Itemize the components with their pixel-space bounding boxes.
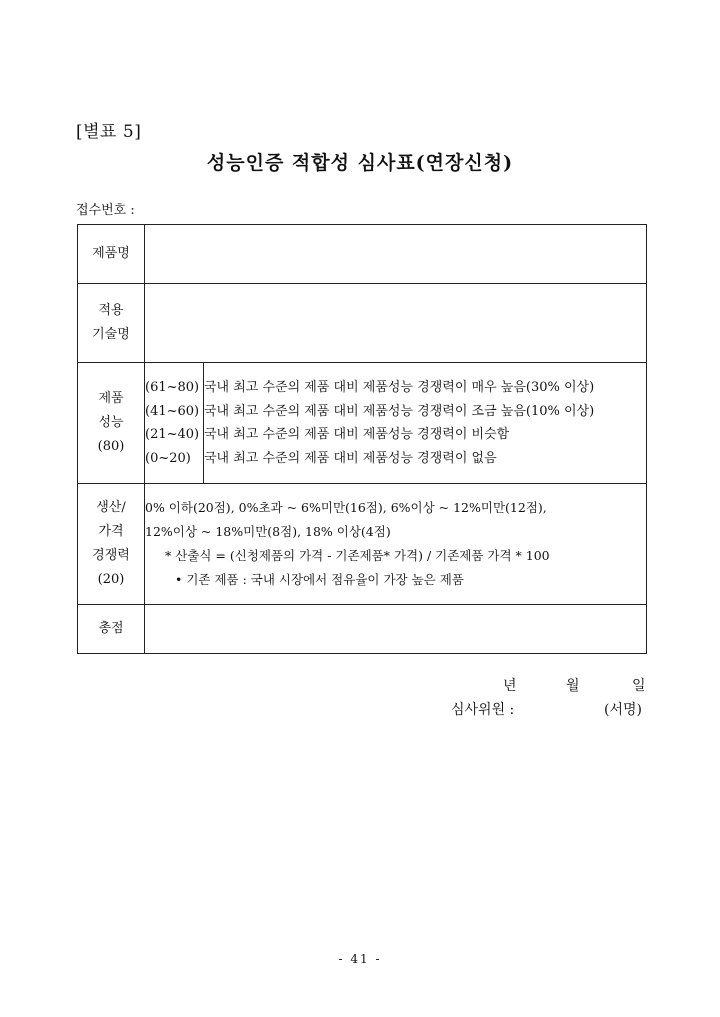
signature-mark: (서명) bbox=[604, 702, 642, 718]
date-year: 년 bbox=[503, 678, 517, 694]
performance-ranges bbox=[145, 363, 204, 484]
page-number: - 41 - bbox=[338, 952, 382, 966]
product-name-row bbox=[78, 225, 647, 284]
total-field[interactable] bbox=[145, 605, 647, 654]
price-note: • 기존 제품 : 국내 시장에서 점유율이 가장 높은 제품 bbox=[175, 572, 464, 587]
price-label-line: 생산/ bbox=[96, 500, 126, 515]
performance-desc: 국내 최고 수준의 제품 대비 제품성능 경쟁력이 조금 높음(10% 이상) bbox=[204, 403, 595, 419]
price-label bbox=[78, 484, 145, 605]
tech-name-label bbox=[78, 284, 145, 363]
product-name-label: 제품명 bbox=[78, 225, 145, 284]
product-name-field[interactable] bbox=[145, 225, 647, 284]
performance-desc: 국내 최고 수준의 제품 대비 제품성능 경쟁력이 매우 높음(30% 이상) bbox=[204, 380, 595, 395]
performance-label bbox=[78, 363, 145, 484]
reviewer-label: 심사위원 : bbox=[451, 702, 515, 718]
price-criteria-line: 12%이상 ~ 18%미만(8점), 18% 이상(4점) bbox=[145, 524, 391, 539]
total-row bbox=[78, 605, 647, 654]
total-label: 총점 bbox=[78, 605, 145, 654]
performance-range: (61~80) bbox=[145, 380, 200, 395]
review-table bbox=[77, 224, 647, 654]
tech-name-label-line: 기술명 bbox=[92, 327, 130, 342]
price-label-line: 가격 bbox=[98, 524, 124, 539]
price-label-line: (20) bbox=[97, 572, 125, 587]
tech-name-field[interactable] bbox=[145, 284, 647, 363]
date-month: 월 bbox=[566, 678, 580, 694]
tech-name-row bbox=[78, 284, 647, 363]
annex-label: [별표 5] bbox=[76, 122, 142, 142]
performance-descriptions bbox=[204, 363, 647, 484]
performance-label-line: (80) bbox=[97, 439, 125, 454]
price-row bbox=[78, 484, 647, 605]
price-criteria-line: 0% 이하(20점), 0%초과 ~ 6%미만(16점), 6%이상 ~ 12%미만(12점), bbox=[145, 500, 547, 515]
performance-label-line: 성능 bbox=[98, 415, 124, 430]
tech-name-label-line: 적용 bbox=[98, 303, 124, 318]
price-formula: * 산출식 = (신청제품의 가격 - 기존제품* 가격) / 기존제품 가격 * 100 bbox=[165, 548, 550, 563]
performance-range: (41~60) bbox=[145, 403, 200, 419]
document-title: 성능인증 적합성 심사표(연장신청) bbox=[206, 152, 514, 174]
performance-range: (0~20) bbox=[145, 450, 191, 466]
price-criteria bbox=[145, 484, 647, 605]
date-day: 일 bbox=[632, 678, 646, 694]
performance-desc: 국내 최고 수준의 제품 대비 제품성능 경쟁력이 비슷함 bbox=[204, 427, 510, 442]
price-label-line: 경쟁력 bbox=[92, 548, 130, 563]
receipt-number-label: 접수번호 : bbox=[76, 203, 135, 218]
performance-range: (21~40) bbox=[145, 427, 200, 442]
performance-label-line: 제품 bbox=[98, 391, 124, 406]
performance-desc: 국내 최고 수준의 제품 대비 제품성능 경쟁력이 없음 bbox=[204, 450, 497, 466]
performance-row bbox=[78, 363, 647, 484]
